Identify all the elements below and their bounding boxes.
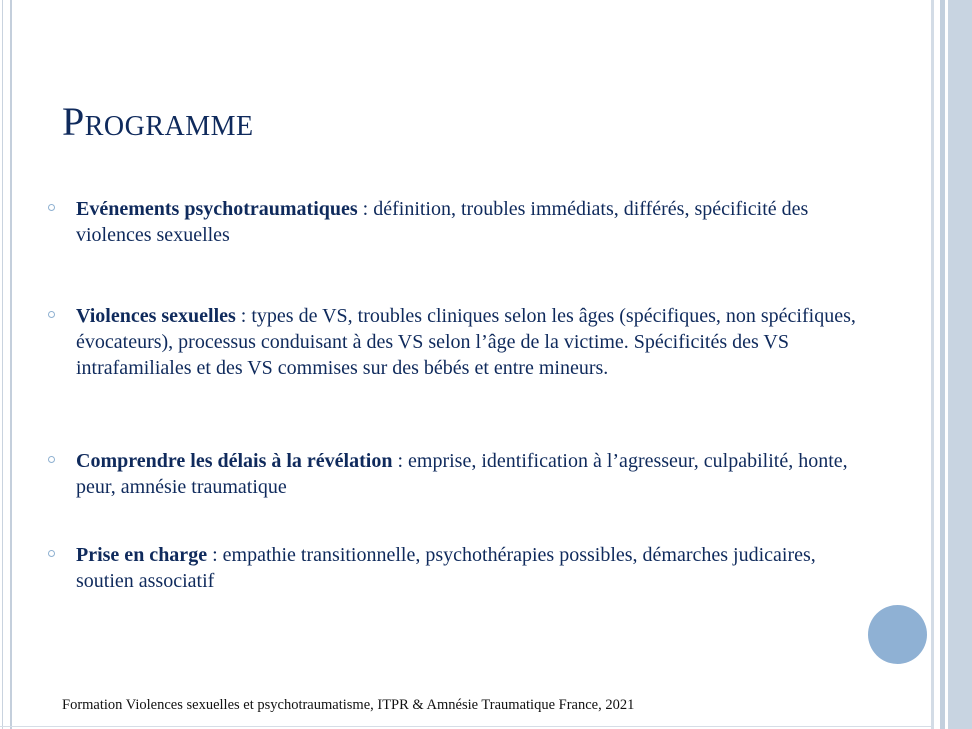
left-border-line [2,0,3,729]
left-border-line-inner [10,0,12,729]
bullet-heading: Violences sexuelles [76,305,236,327]
bullet-body: : définition, troubles immédiats, différés, spécificité des violences sexuelles [76,198,809,246]
slide-title: Programme [62,99,254,144]
bullet-circle-icon [48,204,55,211]
bullet-body: : emprise, identification à l’agresseur, culpabilité, honte, peur, amnésie traumatique [76,450,848,498]
bullet-circle-icon [48,311,55,318]
slide-footer: Formation Violences sexuelles et psychotraumatisme, ITPR & Amnésie Traumatique France, 2021 [62,697,635,713]
bullet-body: : types de VS, troubles cliniques selon les âges (spécifiques, non spécifiques, évocateurs), processus conduisant à des VS selon l’âge de la victime. Spécificités des VS intrafamiliales et des VS commises sur des bébés et entre mineurs. [76,305,856,379]
bullet-text [76,542,866,594]
bullet-heading: Comprendre les délais à la révélation [76,450,393,472]
bottom-border-line [0,726,931,727]
bullet-heading: Evénements psychotraumatiques [76,198,358,220]
bullet-text [76,303,866,381]
bullet-text [76,448,866,500]
decorative-circle [868,605,927,664]
right-decorative-band [931,0,972,729]
bullet-body: : empathie transitionnelle, psychothérapies possibles, démarches judicaires, soutien associatif [76,544,816,592]
bullet-circle-icon [48,550,55,557]
bullet-circle-icon [48,456,55,463]
bullet-heading: Prise en charge [76,544,208,566]
bullet-text [76,196,866,248]
